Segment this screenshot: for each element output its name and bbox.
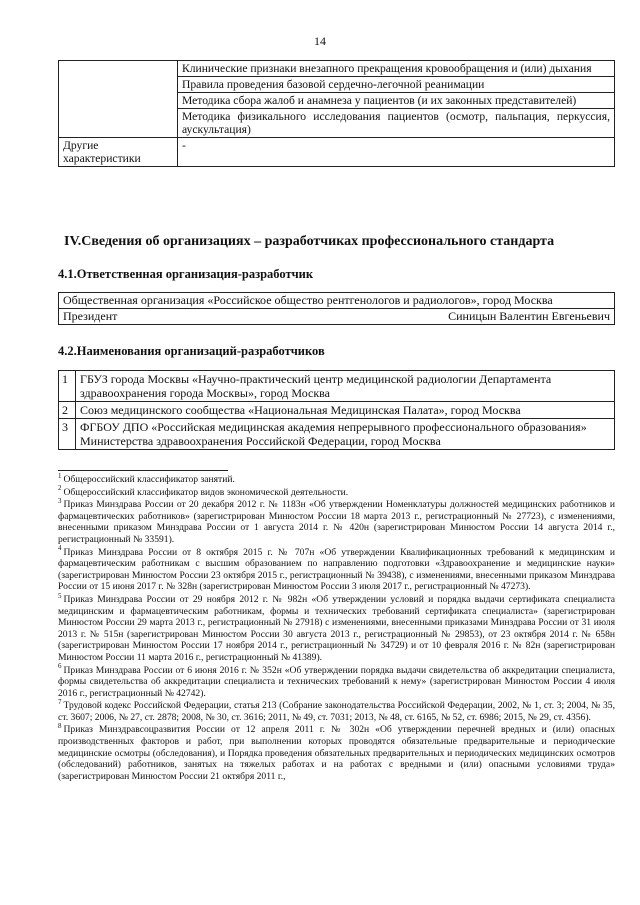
footnote (58, 499, 615, 545)
footnote-text: Приказ Минздрава России от 8 октября 2015 г. № 707н «Об утверждении Квалификационных требований к медицинским и фармацевтическим работникам с высшим образованием по направлению подготовки «Здравоохранение и медицинские науки» (зарегистрирован Минюстом России 23 октября 2015 г., регистрационный № 39438), с изменениями, внесенными приказом Минздрава России от 15 июня 2017 г. № 328н (зарегистрирован Минюстом России 3 июля 2017 г., регистрационный № 47273). (58, 546, 615, 593)
footnote (58, 544, 615, 593)
developer-name: ГБУЗ города Москвы «Научно-практический центр медицинской радиологии Департамента здравоохранения города Москвы», город Москва (76, 371, 615, 402)
footnote-text: Приказ Минздрава России от 6 июня 2016 г. № 352н «Об утверждении порядка выдачи свидетельства об аккредитации специалиста, формы свидетельства об аккредитации специалиста и технических требований к нему» (зарегистрирован Минюстом России 4 июля 2016 г., регистрационный № 42742). (58, 664, 615, 699)
developers-table (58, 370, 615, 450)
responsible-heading: 4.1.Ответственная организация-разработчик (58, 267, 314, 281)
table-row (59, 309, 615, 325)
footnote-marker: 5 (58, 591, 62, 600)
footnote-marker: 8 (58, 722, 62, 731)
footnote (58, 484, 615, 499)
footnote (58, 591, 615, 664)
footnotes (58, 471, 615, 783)
footnote-text: Трудовой кодекс Российской Федерации, статья 213 (Собрание законодательства Российской Федерации, 2002, № 1, ст. 3; 2004, № 35, ст. 3607; 2006, № 27, ст. 2878; 2008, № 30, ст. 3616; 2011, № 49, ст. 7031; 2013, № 48, ст. 6165, № 52, ст. 6986; 2015, № 29, ст. 4356). (58, 700, 615, 723)
characteristics-table (58, 60, 615, 167)
table-row (59, 61, 615, 77)
footnote-text: Общероссийский классификатор занятий. (63, 474, 235, 485)
footnote-text: Приказ Минздравсоцразвития России от 12 апреля 2011 г. № 302н «Об утверждении перечней вредных и (или) опасных производственных факторов и работ, при выполнении которых проводятся обязательные предварительные и периодические медицинские осмотры (обследования), и Порядка проведения обязательных предварительных и периодических медицинских осмотров (обследований) работников, занятых на тяжелых работах и на работах с вредными и (или) опасными условиями труда» (зарегистрирован Минюстом России 21 октября 2011 г., (58, 724, 615, 782)
footnote-text: Общероссийский классификатор видов экономической деятельности. (63, 486, 349, 498)
row-label-cell: Другие характеристики (59, 138, 178, 167)
page-number: 14 (314, 34, 326, 48)
table-row (59, 419, 615, 450)
developer-name: ФГБОУ ДПО «Российская медицинская академия непрерывного профессионального образования» Министерства здравоохранения Российской Федерации, город Москва (76, 419, 615, 450)
footnote (58, 471, 615, 486)
table-row (59, 138, 615, 167)
organization-cell: Общественная организация «Российское общество рентгенологов и радиологов», город Москва (59, 293, 615, 309)
row-value-cell: Правила проведения базовой сердечно-легочной реанимации (178, 77, 615, 93)
table-row (59, 402, 615, 419)
developers-heading: 4.2.Наименования организаций-разработчиков (58, 344, 325, 358)
person-name: Синицын Валентин Евгеньевич (448, 309, 610, 323)
developer-number: 3 (59, 419, 76, 450)
footnote-marker: 2 (58, 484, 62, 493)
footnote-marker: 4 (58, 544, 62, 553)
table-row (59, 371, 615, 402)
footnote (58, 700, 615, 723)
row-value-cell: - (178, 138, 615, 167)
responsible-table (58, 292, 615, 325)
footnote (58, 724, 615, 782)
footnote-marker: 3 (58, 497, 62, 505)
footnote-text: Приказ Минздрава России от 20 декабря 2012 г. № 1183н «Об утверждении Номенклатуры должностей медицинских работников и фармацевтических работников» (зарегистрирован Минюстом России 18 марта 2013 г., регистрационный № 27723), с изменениями, внесенными приказом Минздрава России от 1 августа 2014 г. № 420н (зарегистрирован Минюстом России 14 августа 2014 г., регистрационный № 33591). (58, 499, 615, 545)
section-heading: IV.Сведения об организациях – разработчиках профессионального стандарта (64, 234, 555, 249)
footnote-marker: 1 (58, 471, 62, 480)
footnote-marker: 6 (58, 662, 62, 671)
position-label: Президент (63, 309, 118, 323)
row-value-cell: Клинические признаки внезапного прекращения кровообращения и (или) дыхания (178, 61, 615, 77)
row-label-cell (59, 61, 178, 138)
footnote (58, 662, 615, 700)
row-value-cell: Методика сбора жалоб и анамнеза у пациентов (и их законных представителей) (178, 93, 615, 109)
table-row (59, 293, 615, 309)
row-value-cell: Методика физикального исследования пациентов (осмотр, пальпация, перкуссия, аускультация) (178, 109, 615, 138)
signatory-cell (59, 309, 615, 325)
developer-number: 1 (59, 371, 76, 402)
developer-number: 2 (59, 402, 76, 419)
footnote-text: Приказ Минздрава России от 29 ноября 2012 г. № 982н «Об утверждении условий и порядка выдачи сертификата специалиста медицинским и фармацевтическим работникам, формы и технических требований сертификата специалиста» (зарегистрирован Минюстом России 29 марта 2013 г., регистрационный № 27918) с изменениями, внесенными приказами Минздрава России от 31 июля 2013 г. № 515н (зарегистрирован Минюстом России 30 августа 2013 г., регистрационный № 29853), от 23 октября 2014 г. № 658н (зарегистрирован Минюстом России 17 ноября 2014 г., регистрационный № 34729) и от 10 февраля 2016 г. № 82н (зарегистрирован Минюстом России 11 марта 2016 г., регистрационный № 41389). (58, 593, 615, 663)
footnote-divider (58, 470, 228, 471)
footnote-marker: 7 (58, 698, 62, 707)
developer-name: Союз медицинского сообщества «Национальная Медицинская Палата», город Москва (76, 402, 615, 419)
